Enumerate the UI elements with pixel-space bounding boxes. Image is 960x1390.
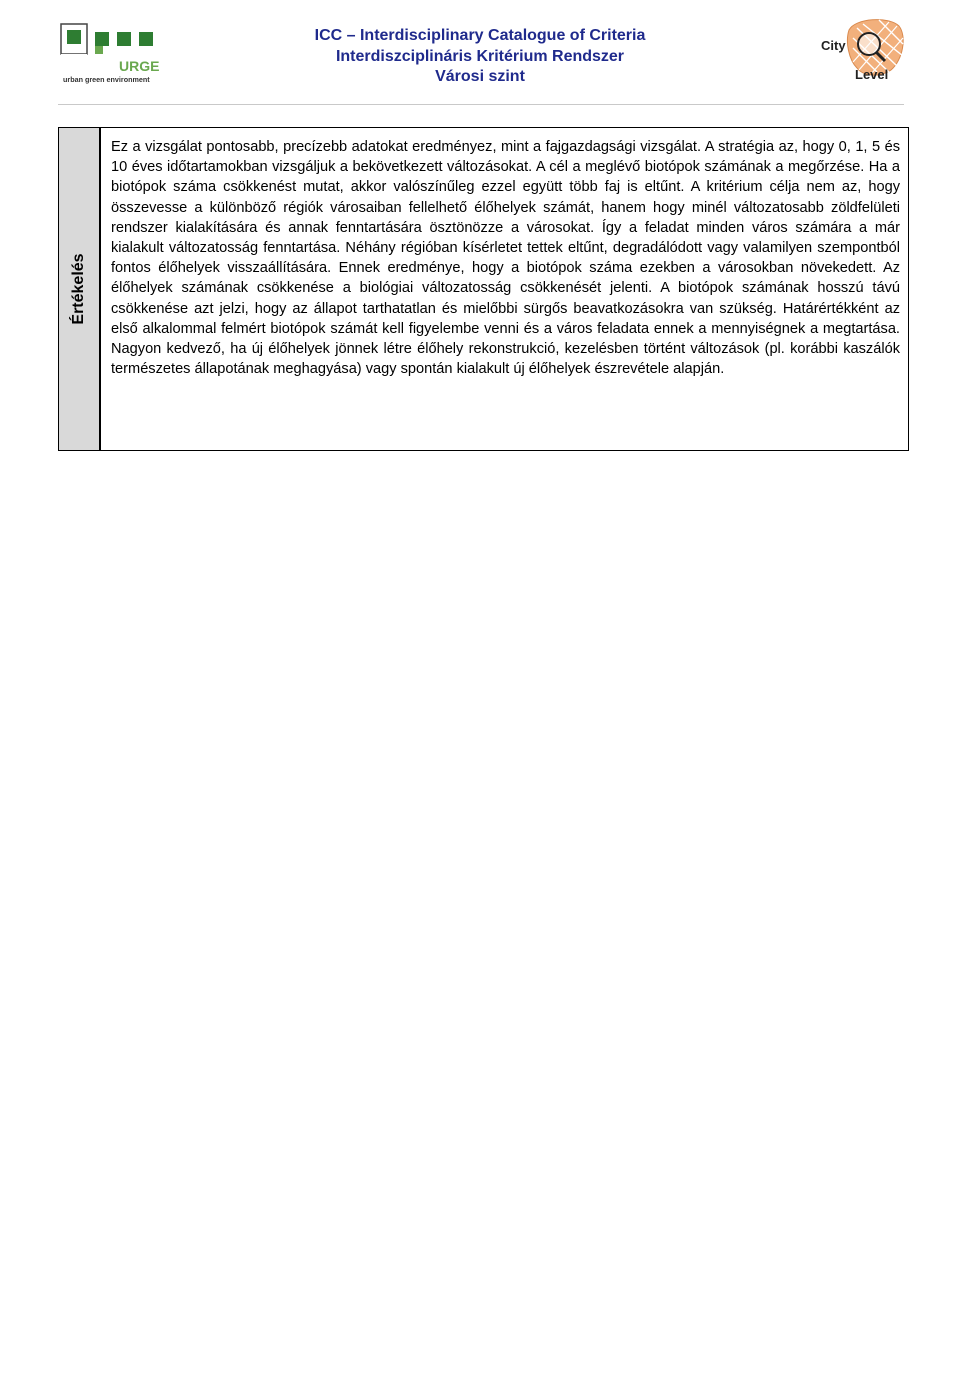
evaluation-text: Ez a vizsgálat pontosabb, precízebb adatokat eredményez, mint a fajgazdagsági vizsgálat. A stratégia az, hogy 0, 1, 5 és 10 éves időtartamokban vizsgáljuk a bekövetkezett változásokat. A cél a meglévő biotópok számának a megőrzése. Ha a biotópok száma csökkenést mutat, akkor valószínűleg ezzel együtt több faj is eltűnt. A kritérium célja nem az, hogy összevesse a különböző régiók városaiban fellelhető élőhelyek számát, hanem hogy minél változatosabb zöldfelületi rendszer kialakítására és annak fenntartására ösztönözze a városokat. Így a feladat minden város számára a már kialakult változatosság fenntartása. Néhány régióban kísérletet tettek eltűnt, degradálódott vagy valamilyen szempontból fontos élőhelyek visszaállítására. Ennek eredménye, hogy a biotópok száma ezekben a városokban növekedett. Az élőhelyek számának csökkenése a biológiai változatosság csökkenését jelenti. A biotópok számának hosszú távú csökkenése azt jelzi, hogy az állapot tarthatatlan és mielőbbi sürgős beavatkozásokra van szükség. Határértékként az első alkalommal felmért biotópok számát kell figyelembe venni és a város feladata ennek a mennyiségnek a megtartása. Nagyon kedvező, ha új élőhelyek jönnek létre élőhely rekonstrukció, kezelésben történt változások (pl. korábbi kaszálók természetes állapotának meghagyása) vagy spontán kialakult új élőhelyek észrevétele alapján.	[100, 128, 908, 450]
city-level-logo	[819, 16, 905, 84]
urge-logo-text: URGE	[119, 58, 160, 74]
urge-tagline: urban green environment	[63, 75, 150, 84]
evaluation-label: Értékelés	[70, 253, 87, 325]
title-line-1: ICC – Interdisciplinary Catalogue of Criteria	[314, 27, 646, 44]
page-header	[55, 14, 905, 94]
urge-logo	[59, 20, 174, 84]
document-title	[205, 26, 755, 88]
title-line-2: Interdiszciplináris Kritérium Rendszer	[335, 47, 625, 65]
city-logo-word2: Level	[855, 67, 889, 82]
title-line-3: Városi szint	[435, 68, 525, 85]
city-logo-word1: City	[821, 38, 846, 53]
evaluation-side-header	[59, 128, 100, 450]
evaluation-table	[58, 127, 909, 451]
header-divider	[58, 104, 904, 105]
